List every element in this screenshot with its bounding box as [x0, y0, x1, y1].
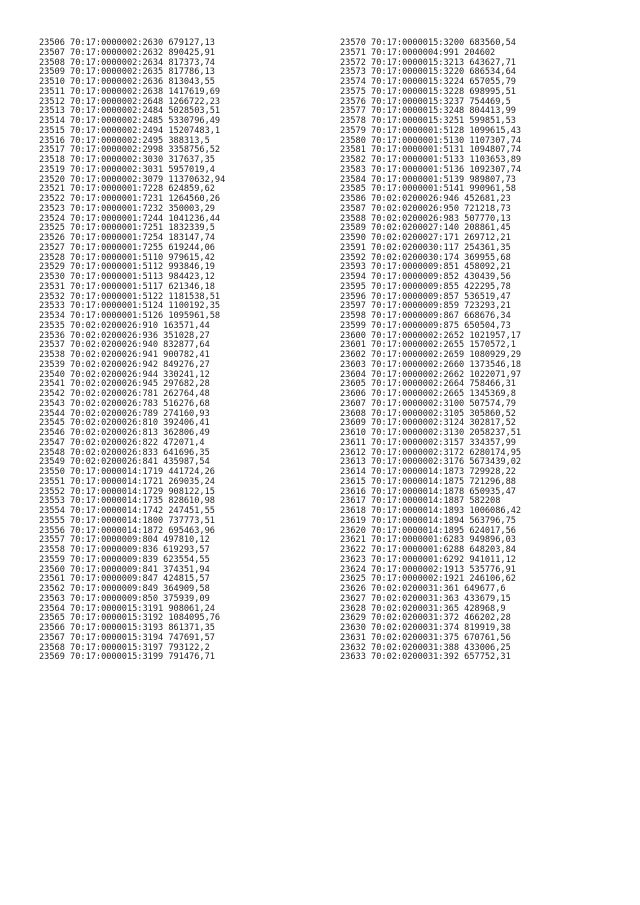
table-row: 23599 70:17:0000009:875 650504,73 — [340, 320, 511, 331]
table-row: 23582 70:17:0000001:5133 1103653,89 — [340, 155, 522, 165]
table-row: 23522 70:17:0000001:7231 1264560,26 — [39, 194, 221, 204]
table-row: 23509 70:17:0000002:2635 817786,13 — [39, 67, 215, 78]
table-row: 23554 70:17:0000014:1742 247451,55 — [39, 506, 215, 516]
table-row: 23545 70:02:0200026:810 392406,41 — [39, 418, 210, 429]
table-row: 23592 70:02:0200030:174 369955,68 — [340, 252, 511, 263]
table-row: 23612 70:17:0000002:3172 6280174,95 — [340, 447, 522, 458]
table-row: 23571 70:17:0000004:991 204602 — [340, 47, 496, 58]
table-row: 23621 70:17:0000001:6283 949896,03 — [340, 535, 516, 546]
table-row: 23627 70:02:0200031:363 433679,15 — [340, 593, 511, 604]
table-row: 23593 70:17:0000009:851 458092,21 — [340, 262, 511, 273]
table-row: 23619 70:17:0000014:1894 563796,75 — [340, 515, 516, 526]
table-row: 23514 70:17:0000002:2485 5330796,49 — [39, 116, 221, 126]
table-row: 23518 70:17:0000002:3030 317637,35 — [39, 155, 215, 165]
table-row: 23605 70:17:0000002:2664 758466,31 — [340, 379, 516, 390]
table-row: 23567 70:17:0000015:3194 747691,57 — [39, 632, 215, 643]
table-row: 23613 70:17:0000002:3176 5673439,02 — [340, 457, 522, 468]
table-row: 23588 70:02:0200026:983 507770,13 — [340, 213, 511, 224]
table-row: 23594 70:17:0000009:852 430439,56 — [340, 272, 511, 282]
table-row: 23606 70:17:0000002:2665 1345369,8 — [340, 389, 516, 399]
right-column — [340, 39, 521, 663]
table-row: 23631 70:02:0200031:375 670761,56 — [340, 632, 511, 643]
table-row: 23616 70:17:0000014:1878 650935,47 — [340, 486, 516, 497]
table-row: 23533 70:17:0000001:5124 1100192,35 — [39, 301, 221, 312]
table-row: 23595 70:17:0000009:855 422295,78 — [340, 281, 511, 292]
table-row: 23521 70:17:0000001:7228 624859,62 — [39, 184, 215, 195]
table-row: 23625 70:17:0000002:1921 246106,62 — [340, 574, 516, 585]
table-row: 23508 70:17:0000002:2634 817373,74 — [39, 57, 215, 68]
table-row: 23512 70:17:0000002:2648 1266722,23 — [39, 96, 221, 107]
table-row: 23546 70:02:0200026:813 362806,49 — [39, 428, 210, 438]
table-row: 23562 70:17:0000009:849 364909,58 — [39, 584, 210, 594]
table-row: 23534 70:17:0000001:5126 1095961,58 — [39, 311, 221, 321]
table-row: 23569 70:17:0000015:3199 791476,71 — [39, 652, 215, 663]
table-row: 23600 70:17:0000002:2652 1021957,17 — [340, 330, 522, 341]
table-row: 23535 70:02:0200026:910 163571,44 — [39, 320, 210, 331]
table-row: 23604 70:17:0000002:2662 1022071,97 — [340, 369, 522, 380]
table-row: 23624 70:17:0000002:1913 535776,91 — [340, 564, 516, 575]
table-row: 23538 70:02:0200026:941 900782,41 — [39, 350, 210, 360]
table-row: 23586 70:02:0200026:946 452681,23 — [340, 194, 511, 204]
table-row: 23584 70:17:0000001:5139 989807,73 — [340, 174, 516, 185]
table-row: 23583 70:17:0000001:5136 1092307,74 — [340, 164, 522, 175]
table-row: 23527 70:17:0000001:7255 619244,06 — [39, 242, 215, 253]
table-row: 23566 70:17:0000015:3193 861371,35 — [39, 623, 215, 633]
table-row: 23633 70:02:0200031:392 657752,31 — [340, 652, 511, 663]
table-row: 23610 70:17:0000002:3130 2058237,51 — [340, 428, 522, 438]
table-row: 23525 70:17:0000001:7251 1832339,5 — [39, 223, 215, 234]
table-row: 23531 70:17:0000001:5117 621346,18 — [39, 281, 215, 292]
table-row: 23598 70:17:0000009:867 668676,34 — [340, 311, 511, 321]
table-row: 23565 70:17:0000015:3192 1084095,76 — [39, 613, 221, 624]
table-row: 23607 70:17:0000002:3100 507574,79 — [340, 398, 516, 409]
table-row: 23573 70:17:0000015:3220 686534,64 — [340, 67, 516, 78]
table-row: 23628 70:02:0200031:365 428968,9 — [340, 603, 506, 614]
table-row: 23548 70:02:0200026:833 641696,35 — [39, 447, 210, 458]
table-row: 23540 70:02:0200026:944 330241,12 — [39, 369, 210, 380]
table-row: 23526 70:17:0000001:7254 183147,74 — [39, 233, 215, 243]
table-row: 23550 70:17:0000014:1719 441724,26 — [39, 467, 215, 477]
table-row: 23597 70:17:0000009:859 723293,21 — [340, 301, 511, 312]
table-row: 23618 70:17:0000014:1893 1006086,42 — [340, 506, 522, 516]
table-row: 23537 70:02:0200026:940 832877,64 — [39, 340, 210, 351]
table-row: 23572 70:17:0000015:3213 643627,71 — [340, 57, 516, 68]
table-row: 23617 70:17:0000014:1887 582208 — [340, 496, 501, 507]
table-row: 23551 70:17:0000014:1721 269035,24 — [39, 476, 215, 487]
table-row: 23517 70:17:0000002:2998 3358756,52 — [39, 145, 221, 156]
table-row: 23630 70:02:0200031:374 819919,38 — [340, 623, 511, 633]
table-row: 23541 70:02:0200026:945 297682,28 — [39, 379, 210, 390]
table-row: 23536 70:02:0200026:936 351028,27 — [39, 330, 210, 341]
table-row: 23620 70:17:0000014:1895 624017,56 — [340, 525, 516, 536]
table-row: 23590 70:02:0200027:171 269712,21 — [340, 233, 511, 243]
table-row: 23539 70:02:0200026:942 849276,27 — [39, 359, 210, 370]
table-row: 23568 70:17:0000015:3197 793122,2 — [39, 642, 210, 653]
table-row: 23580 70:17:0000001:5130 1107307,74 — [340, 135, 522, 146]
table-row: 23574 70:17:0000015:3224 657055,79 — [340, 77, 516, 87]
table-row: 23558 70:17:0000009:836 619293,57 — [39, 545, 210, 555]
table-row: 23529 70:17:0000001:5112 993846,19 — [39, 262, 215, 273]
table-row: 23578 70:17:0000015:3251 599851,53 — [340, 116, 516, 126]
table-row: 23563 70:17:0000009:850 375939,09 — [39, 593, 210, 604]
table-row: 23547 70:02:0200026:822 472071,4 — [39, 437, 205, 448]
table-row: 23626 70:02:0200031:361 649677,6 — [340, 584, 506, 594]
table-row: 23559 70:17:0000009:839 623554,55 — [39, 554, 210, 565]
left-column — [39, 39, 225, 663]
table-row: 23587 70:02:0200026:950 721218,73 — [340, 203, 511, 214]
table-row: 23577 70:17:0000015:3248 804413,99 — [340, 106, 516, 117]
table-row: 23601 70:17:0000002:2655 1570572,1 — [340, 340, 516, 351]
table-row: 23575 70:17:0000015:3228 698995,51 — [340, 86, 516, 97]
table-row: 23623 70:17:0000001:6292 941011,12 — [340, 554, 516, 565]
table-row: 23579 70:17:0000001:5128 1099615,43 — [340, 125, 522, 136]
table-row: 23603 70:17:0000002:2660 1373546,18 — [340, 359, 522, 370]
table-row: 23602 70:17:0000002:2659 1080929,29 — [340, 350, 522, 360]
table-row: 23549 70:02:0200026:841 435987,54 — [39, 457, 210, 468]
table-row: 23585 70:17:0000001:5141 990961,58 — [340, 184, 516, 195]
table-row: 23543 70:02:0200026:783 516276,68 — [39, 398, 210, 409]
table-row: 23614 70:17:0000014:1873 729928,22 — [340, 467, 516, 477]
table-row: 23520 70:17:0000002:3079 11370632,94 — [39, 174, 226, 185]
table-row: 23516 70:17:0000002:2495 388313,5 — [39, 135, 210, 146]
table-row: 23515 70:17:0000002:2494 15207483,1 — [39, 125, 221, 136]
table-row: 23632 70:02:0200031:388 433006,25 — [340, 642, 511, 653]
table-row: 23608 70:17:0000002:3105 305860,52 — [340, 408, 516, 419]
table-row: 23596 70:17:0000009:857 536519,47 — [340, 291, 511, 302]
table-row: 23510 70:17:0000002:2636 813043,55 — [39, 77, 215, 87]
table-row: 23511 70:17:0000002:2638 1417619,69 — [39, 86, 221, 97]
table-row: 23507 70:17:0000002:2632 890425,91 — [39, 47, 215, 58]
table-row: 23555 70:17:0000014:1800 737773,51 — [39, 515, 215, 526]
table-row: 23581 70:17:0000001:5131 1094807,74 — [340, 145, 522, 156]
table-row: 23561 70:17:0000009:847 424815,57 — [39, 574, 210, 585]
table-row: 23553 70:17:0000014:1735 828610,98 — [39, 496, 215, 507]
table-row: 23589 70:02:0200027:140 208861,45 — [340, 223, 511, 234]
table-row: 23532 70:17:0000001:5122 1181538,51 — [39, 291, 221, 302]
table-row: 23524 70:17:0000001:7244 1041236,44 — [39, 213, 221, 224]
table-row: 23542 70:02:0200026:781 262764,48 — [39, 389, 210, 399]
table-row: 23523 70:17:0000001:7232 350003,29 — [39, 203, 215, 214]
table-row: 23629 70:02:0200031:372 466202,28 — [340, 613, 511, 624]
table-row: 23557 70:17:0000009:804 497810,12 — [39, 535, 210, 546]
table-row: 23622 70:17:0000001:6288 648203,84 — [340, 545, 516, 555]
table-row: 23560 70:17:0000009:841 374351,94 — [39, 564, 210, 575]
table-row: 23530 70:17:0000001:5113 984423,12 — [39, 272, 215, 282]
table-row: 23519 70:17:0000002:3031 5957019,4 — [39, 164, 215, 175]
table-row: 23576 70:17:0000015:3237 754469,5 — [340, 96, 511, 107]
table-row: 23591 70:02:0200030:117 254361,35 — [340, 242, 511, 253]
table-row: 23615 70:17:0000014:1875 721296,88 — [340, 476, 516, 487]
table-row: 23506 70:17:0000002:2630 679127,13 — [39, 38, 215, 48]
table-row: 23528 70:17:0000001:5110 979615,42 — [39, 252, 215, 263]
table-row: 23556 70:17:0000014:1872 695463,96 — [39, 525, 215, 536]
table-row: 23544 70:02:0200026:789 274160,93 — [39, 408, 210, 419]
table-row: 23552 70:17:0000014:1729 908122,15 — [39, 486, 215, 497]
table-row: 23609 70:17:0000002:3124 302817,52 — [340, 418, 516, 429]
table-row: 23564 70:17:0000015:3191 908061,24 — [39, 603, 215, 614]
table-row: 23513 70:17:0000002:2484 5028503,51 — [39, 106, 221, 117]
table-row: 23611 70:17:0000002:3157 334357,99 — [340, 437, 516, 448]
table-row: 23570 70:17:0000015:3200 683560,54 — [340, 38, 516, 48]
